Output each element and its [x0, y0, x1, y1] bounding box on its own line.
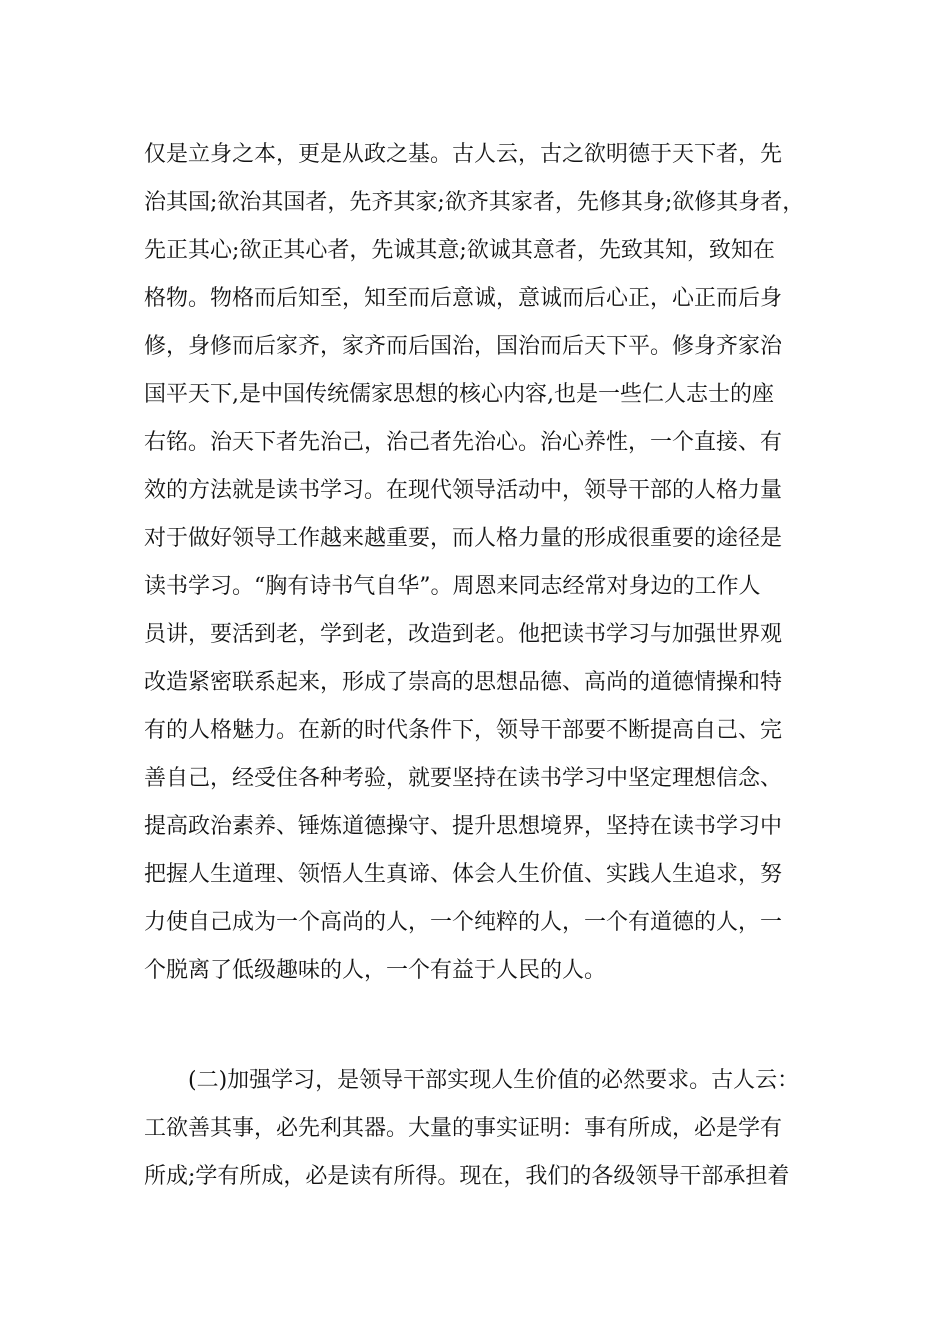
text-line: 提高政治素养、锤炼道德操守、提升思想境界，坚持在读书学习中: [144, 814, 783, 839]
text-line: 先正其心;欲正其心者，先诚其意;欲诚其意者，先致其知，致知在: [144, 238, 775, 263]
text-line: 国平天下,是中国传统儒家思想的核心内容,也是一些仁人志士的座: [144, 382, 774, 407]
text-line: 对于做好领导工作越来越重要，而人格力量的形成很重要的途径是: [144, 526, 783, 551]
text-line: 改造紧密联系起来，形成了崇高的思想品德、高尚的道德情操和特: [144, 670, 783, 695]
text-line: 善自己，经受住各种考验，就要坚持在读书学习中坚定理想信念、: [144, 766, 783, 791]
text-line: 个脱离了低级趣味的人，一个有益于人民的人。: [144, 958, 607, 983]
text-line: 效的方法就是读书学习。在现代领导活动中，领导干部的人格力量: [144, 478, 783, 503]
text-line: 修，身修而后家齐，家齐而后国治，国治而后天下平。修身齐家治: [144, 334, 783, 359]
paragraph-2: [144, 1057, 824, 1201]
text-line: 读书学习。“胸有诗书气自华”。周恩来同志经常对身边的工作人: [144, 574, 761, 599]
text-line: 把握人生道理、领悟人生真谛、体会人生价值、实践人生追求，努: [144, 862, 783, 887]
text-line: 工欲善其事，必先利其器。大量的事实证明：事有所成，必是学有: [144, 1116, 783, 1141]
paragraph-1: [144, 131, 824, 995]
text-line: 治其国;欲治其国者，先齐其家;欲齐其家者，先修其身;欲修其身者，: [144, 190, 805, 215]
text-line: 仅是立身之本，更是从政之基。古人云，古之欲明德于天下者，先: [144, 142, 783, 167]
text-line: 力使自己成为一个高尚的人，一个纯粹的人，一个有道德的人，一: [144, 910, 783, 935]
text-line: (二)加强学习，是领导干部实现人生价值的必然要求。古人云：: [188, 1068, 800, 1093]
text-line: 右铭。治天下者先治己，治己者先治心。治心养性，一个直接、有: [144, 430, 783, 455]
text-line: 员讲，要活到老，学到老，改造到老。他把读书学习与加强世界观: [144, 622, 783, 647]
text-line: 格物。物格而后知至，知至而后意诚，意诚而后心正，心正而后身: [144, 286, 783, 311]
text-line: 所成;学有所成，必是读有所得。现在，我们的各级领导干部承担着: [144, 1164, 790, 1189]
text-line: 有的人格魅力。在新的时代条件下，领导干部要不断提高自己、完: [144, 718, 783, 743]
